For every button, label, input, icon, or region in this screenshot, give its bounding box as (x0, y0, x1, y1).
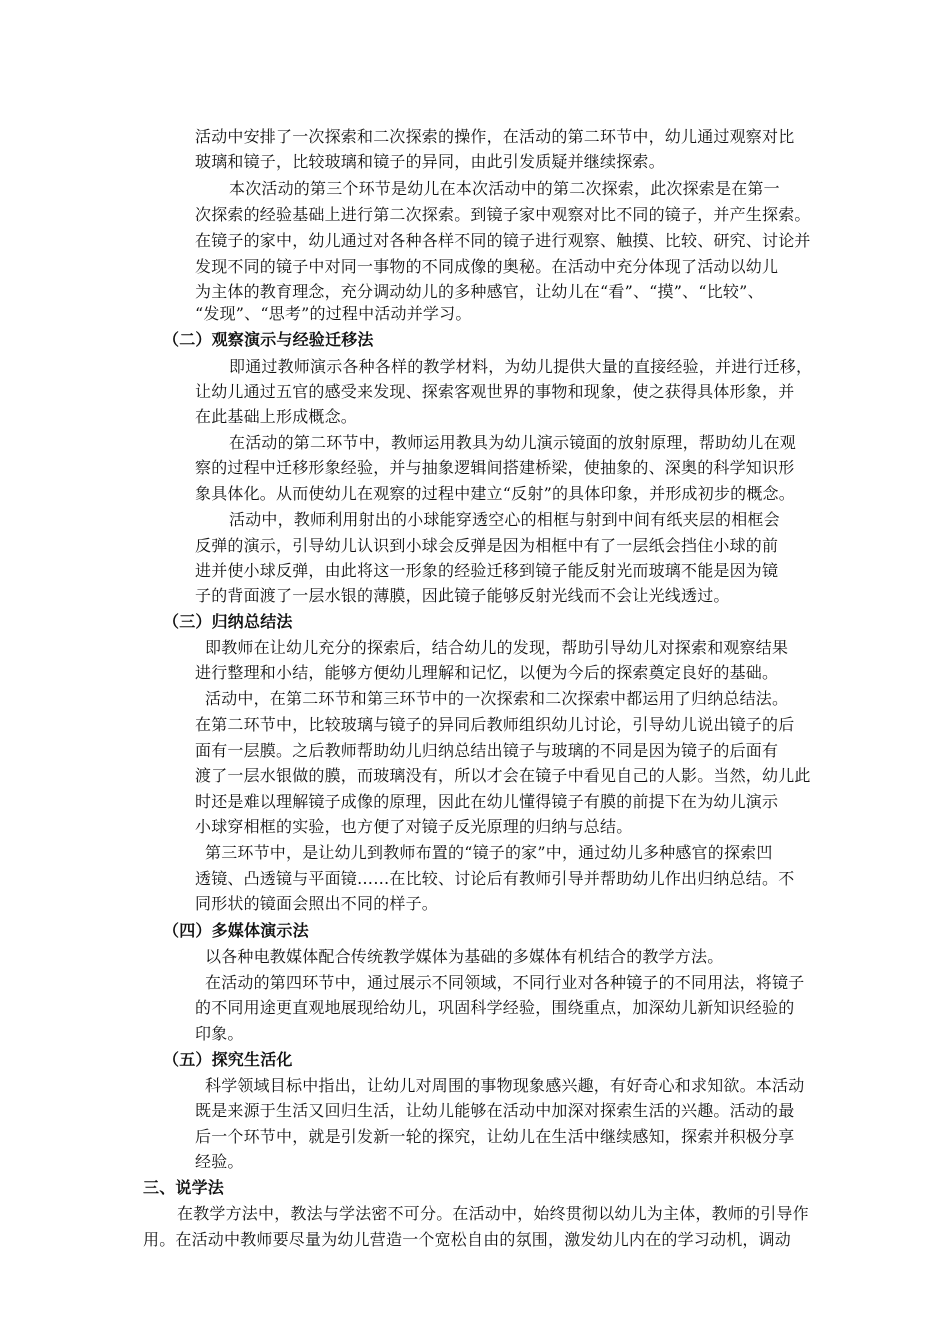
body-line: 在教学方法中，教法与学法密不可分。在活动中，始终贯彻以幼儿为主体，教师的引导作 (177, 1204, 809, 1223)
body-line: 反弹的演示，引导幼儿认识到小球会反弹是因为相框中有了一层纸会挡住小球的前 (195, 536, 779, 555)
body-line: 即通过教师演示各种各样的教学材料，为幼儿提供大量的直接经验，并进行迁移， (229, 357, 813, 376)
body-line: 在此基础上形成概念。 (195, 407, 358, 426)
body-line: 经验。 (195, 1152, 244, 1171)
body-line: 子的背面渡了一层水银的薄膜，因此镜子能够反射光线而不会让光线透过。 (195, 586, 730, 605)
body-line: 以各种电教媒体配合传统教学媒体为基础的多媒体有机结合的教学方法。 (205, 947, 724, 966)
body-line: 的不同用途更直观地展现给幼儿，巩固科学经验，围绕重点，加深幼儿新知识经验的 (195, 998, 795, 1017)
body-line: 进行整理和小结，能够方便幼儿理解和记忆，以便为今后的探索奠定良好的基础。 (195, 663, 779, 682)
body-line: 科学领域目标中指出，让幼儿对周围的事物现象感兴趣，有好奇心和求知欲。本活动 (205, 1076, 805, 1095)
body-line: 既是来源于生活又回归生活，让幼儿能够在活动中加深对探索生活的兴趣。活动的最 (195, 1101, 795, 1120)
body-line: 时还是难以理解镜子成像的原理，因此在幼儿懂得镜子有膜的前提下在为幼儿演示 (195, 792, 779, 811)
body-line: 在第二环节中，比较玻璃与镜子的异同后教师组织幼儿讨论，引导幼儿说出镜子的后 (195, 715, 795, 734)
body-line: 第三环节中，是让幼儿到教师布置的“镜子的家”中，通过幼儿多种感官的探索凹 (205, 843, 773, 862)
body-line: 面有一层膜。之后教师帮助幼儿归纳总结出镜子与玻璃的不同是因为镜子的后面有 (195, 741, 779, 760)
body-line: 发现不同的镜子中对同一事物的不同成像的奥秘。在活动中充分体现了活动以幼儿 (195, 257, 779, 276)
body-line: 让幼儿通过五官的感受来发现、探索客观世界的事物和现象，使之获得具体形象，并 (195, 382, 795, 401)
body-line: 在活动的第四环节中，通过展示不同领域，不同行业对各种镜子的不同用法，将镜子 (205, 973, 805, 992)
body-line: 后一个环节中，就是引发新一轮的探究，让幼儿在生活中继续感知，探索并积极分享 (195, 1127, 795, 1146)
body-line: 透镜、凸透镜与平面镜……在比较、讨论后有教师引导并帮助幼儿作出归纳总结。不 (195, 869, 795, 888)
body-line: “发现”、“思考”的过程中活动并学习。 (195, 304, 472, 323)
body-line: 为主体的教育理念，充分调动幼儿的多种感官，让幼儿在“看”、“摸”、“比较”、 (195, 282, 764, 301)
body-line: 渡了一层水银做的膜，而玻璃没有，所以才会在镜子中看见自己的人影。当然，幼儿此 (195, 766, 811, 785)
body-line: 象具体化。从而使幼儿在观察的过程中建立“反射”的具体印象，并形成初步的概念。 (195, 484, 795, 503)
body-line: 活动中，在第二环节和第三环节中的一次探索和二次探索中都运用了归纳总结法。 (205, 689, 789, 708)
body-line: 活动中安排了一次探索和二次探索的操作，在活动的第二环节中，幼儿通过观察对比 (195, 127, 795, 146)
section-heading-4: （四）多媒体演示法 (163, 921, 309, 940)
section-heading-2: （二）观察演示与经验迁移法 (163, 330, 374, 349)
body-line: 小球穿相框的实验，也方便了对镜子反光原理的归纳与总结。 (195, 817, 633, 836)
body-line: 即教师在让幼儿充分的探索后，结合幼儿的发现，帮助引导幼儿对探索和观察结果 (205, 638, 789, 657)
body-line: 本次活动的第三个环节是幼儿在本次活动中的第二次探索，此次探索是在第一 (229, 179, 780, 198)
body-line: 察的过程中迁移形象经验，并与抽象逻辑间搭建桥梁，使抽象的、深奥的科学知识形 (195, 458, 795, 477)
body-line: 印象。 (195, 1024, 244, 1043)
chapter-heading: 三、说学法 (143, 1178, 225, 1197)
body-line: 在活动的第二环节中，教师运用教具为幼儿演示镜面的放射原理，帮助幼儿在观 (229, 433, 797, 452)
body-line: 活动中，教师利用射出的小球能穿透空心的相框与射到中间有纸夹层的相框会 (229, 510, 780, 529)
section-heading-5: （五）探究生活化 (163, 1050, 293, 1069)
body-line: 进并使小球反弹，由此将这一形象的经验迁移到镜子能反射光而玻璃不能是因为镜 (195, 561, 779, 580)
body-line: 在镜子的家中，幼儿通过对各种各样不同的镜子进行观察、触摸、比较、研究、讨论并 (195, 231, 811, 250)
section-heading-3: （三）归纳总结法 (163, 612, 293, 631)
body-line: 玻璃和镜子，比较玻璃和镜子的异同，由此引发质疑并继续探索。 (195, 152, 665, 171)
body-line: 用。在活动中教师要尽量为幼儿营造一个宽松自由的氛围，激发幼儿内在的学习动机，调动 (143, 1230, 792, 1249)
body-line: 同形状的镜面会照出不同的样子。 (195, 894, 439, 913)
body-line: 次探索的经验基础上进行第二次探索。到镜子家中观察对比不同的镜子，并产生探索。 (195, 205, 811, 224)
